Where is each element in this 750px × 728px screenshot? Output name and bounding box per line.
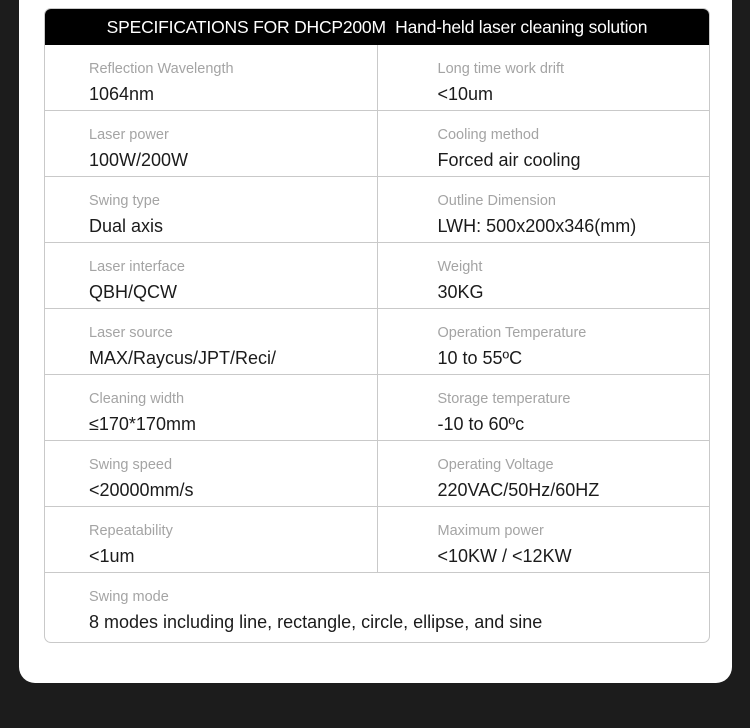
spec-label: Maximum power bbox=[437, 523, 544, 539]
spec-label: Swing speed bbox=[89, 457, 173, 473]
spec-value: LWH: 500x200x346(mm) bbox=[437, 216, 637, 236]
spec-label: Storage temperature bbox=[437, 391, 571, 407]
spec-label: Operation Temperature bbox=[437, 325, 587, 341]
spec-cell bbox=[45, 375, 378, 440]
spec-row bbox=[45, 506, 709, 572]
spec-label: Repeatability bbox=[89, 523, 173, 539]
spec-row-swing-mode bbox=[45, 572, 709, 643]
spec-row bbox=[45, 45, 709, 110]
spec-label: Cleaning width bbox=[89, 391, 185, 407]
spec-cell bbox=[378, 243, 710, 308]
spec-value: <10um bbox=[437, 84, 494, 104]
spec-label: Long time work drift bbox=[437, 61, 565, 77]
spec-value: Dual axis bbox=[89, 216, 164, 236]
spec-label: Laser interface bbox=[89, 259, 185, 275]
spec-value: 8 modes including line, rectangle, circle, ellipse, and sine bbox=[89, 612, 543, 632]
spec-cell bbox=[378, 177, 710, 242]
content-card bbox=[19, 0, 732, 683]
spec-value: Forced air cooling bbox=[437, 150, 581, 170]
spec-label: Operating Voltage bbox=[437, 457, 554, 473]
spec-label: Weight bbox=[437, 259, 483, 275]
spec-value: MAX/Raycus/JPT/Reci/ bbox=[89, 348, 277, 368]
spec-value: 1064nm bbox=[89, 84, 155, 104]
spec-row bbox=[45, 110, 709, 176]
spec-value: -10 to 60ºc bbox=[437, 414, 525, 434]
spec-row bbox=[45, 308, 709, 374]
spec-value: 30KG bbox=[437, 282, 484, 302]
spec-cell bbox=[45, 441, 378, 506]
spec-cell bbox=[45, 45, 378, 110]
spec-label: Laser power bbox=[89, 127, 169, 143]
spec-cell bbox=[378, 507, 710, 572]
spec-label: Swing type bbox=[89, 193, 160, 209]
spec-cell bbox=[378, 441, 710, 506]
spec-value: ≤170*170mm bbox=[89, 414, 196, 434]
spec-cell bbox=[45, 309, 378, 374]
spec-cell bbox=[45, 243, 378, 308]
spec-value: 220VAC/50Hz/60HZ bbox=[437, 480, 600, 500]
spec-label: Swing mode bbox=[89, 589, 169, 605]
spec-row bbox=[45, 242, 709, 308]
spec-value: 100W/200W bbox=[89, 150, 189, 170]
spec-row bbox=[45, 440, 709, 506]
spec-cell bbox=[378, 375, 710, 440]
spec-value: <1um bbox=[89, 546, 135, 566]
spec-row bbox=[45, 374, 709, 440]
spec-cell bbox=[45, 177, 378, 242]
spec-cell bbox=[378, 309, 710, 374]
spec-label: Outline Dimension bbox=[437, 193, 556, 209]
spec-cell bbox=[45, 507, 378, 572]
spec-label: Laser source bbox=[89, 325, 173, 341]
spec-row bbox=[45, 176, 709, 242]
spec-label: Cooling method bbox=[437, 127, 540, 143]
spec-value: <20000mm/s bbox=[89, 480, 194, 500]
table-title: SPECIFICATIONS FOR DHCP200M Hand-held laser cleaning solution bbox=[45, 9, 709, 45]
spec-value: 10 to 55ºC bbox=[437, 348, 523, 368]
spec-cell bbox=[45, 573, 709, 643]
spec-value: QBH/QCW bbox=[89, 282, 177, 302]
spec-cell bbox=[378, 111, 710, 176]
spec-value: <10KW / <12KW bbox=[437, 546, 572, 566]
spec-cell bbox=[378, 45, 710, 110]
spec-label: Reflection Wavelength bbox=[89, 61, 234, 77]
spec-cell bbox=[45, 111, 378, 176]
specifications-table bbox=[44, 8, 710, 643]
